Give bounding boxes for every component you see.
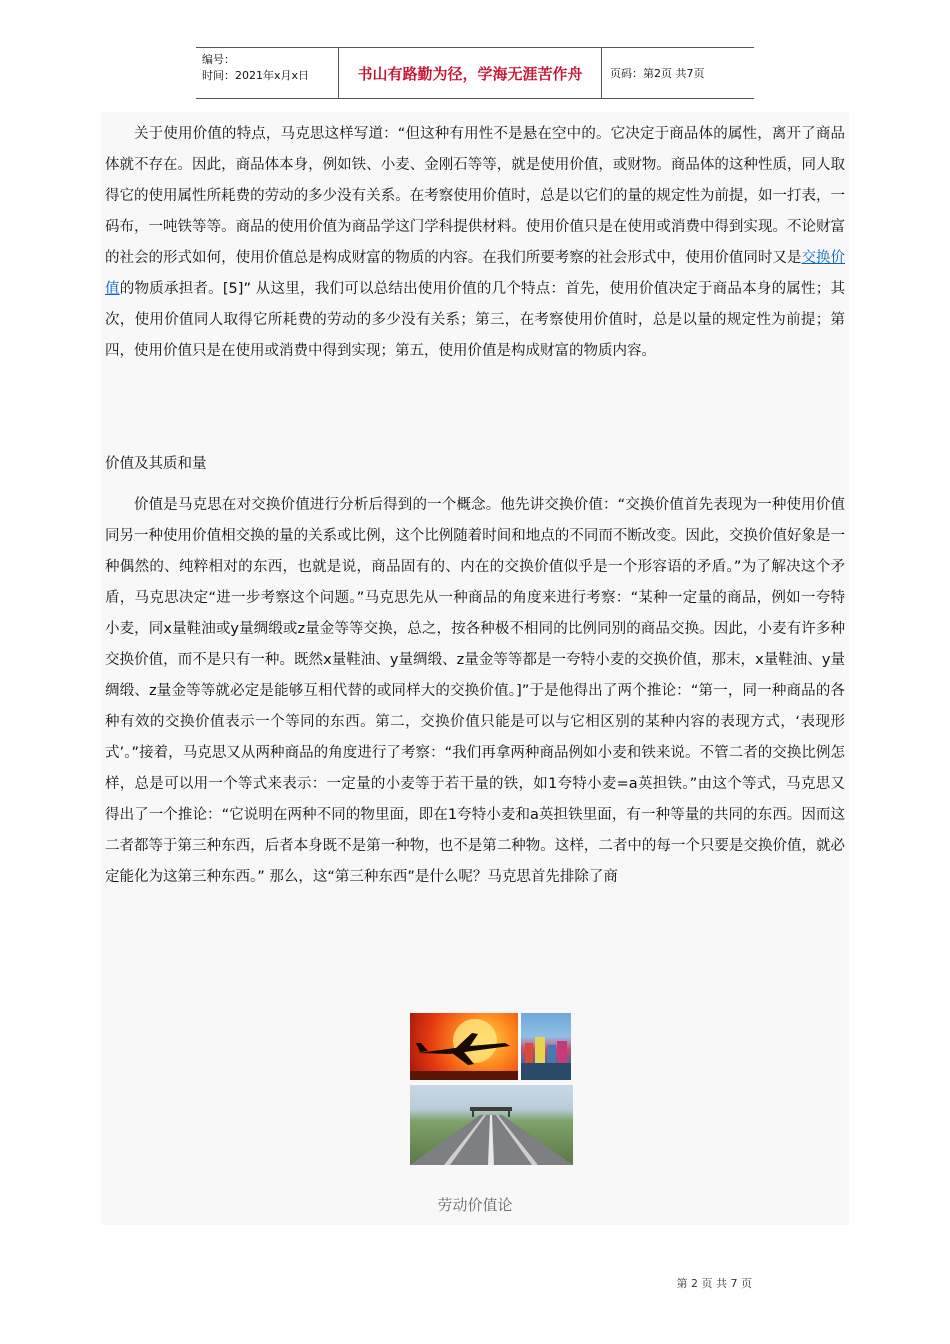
exchange-value-link[interactable]: 交换价值: [105, 250, 846, 297]
paragraph-1-text-a: 关于使用价值的特点，马克思这样写道：“但这种有用性不是悬在空中的。它决定于商品体的属性，离开了商品体就不存在。因此，商品体本身，例如铁、小麦、金刚石等等，就是使用价值，或财物。商品体的这种性质，同人取得它的使用属性所耗费的劳动的多少没有关系。在考察使用价值时，总是以它们的量的规定性为前提，如一打表，一码布，一吨铁等等。商品的使用价值为商品学这门学科提供材料。使用价值只是在使用或消费中得到实现。不论财富的社会的形式如何，使用价值总是构成财富的物质的内容。在我们所要考察的社会形式中，使用价值同时又是: [105, 126, 845, 266]
page-header: [196, 47, 754, 99]
header-number-label: 编号：: [202, 53, 235, 66]
harbor-image: [521, 1013, 571, 1080]
illustration-collage: [408, 1013, 573, 1169]
header-motto: 书山有路勤为径，学海无涯苦作舟: [339, 48, 602, 98]
content-block: [101, 112, 849, 1225]
airplane-image: [410, 1013, 518, 1080]
paragraph-value: 价值是马克思在对交换价值进行分析后得到的一个概念。他先讲交换价值：“交换价值首先表现为一种使用价值同另一种使用价值相交换的量的关系或比例，这个比例随着时间和地点的不同而不断改变。因此，交换价值好象是一种偶然的、纯粹相对的东西，也就是说，商品固有的、内在的交换价值似乎是一个形容语的矛盾。”为了解决这个矛盾，马克思决定“进一步考察这个问题。”马克思先从一种商品的角度来进行考察：“某种一定量的商品，例如一夸特小麦，同x量鞋油或y量绸缎或z量金等等交换，总之，按各种极不相同的比例同别的商品交换。因此，小麦有许多种交换价值，而不是只有一种。既然x量鞋油、y量绸缎、z量金等等都是一夸特小麦的交换价值，那末，x量鞋油、y量绸缎、z量金等等就必定是能够互相代替的或同样大的交换价值。]”于是他得出了两个推论：“第一，同一种商品的各种有效的交换价值表示一个等同的东西。第二，交换价值只能是可以与它相区别的某种内容的表现方式，‘表现形式’。”接着，马克思又从两种商品的角度进行了考察：“我们再拿两种商品例如小麦和铁来说。不管二者的交换比例怎样，总是可以用一个等式来表示：一定量的小麦等于若干量的铁，如1夸特小麦=a英担铁。”由这个等式，马克思又得出了一个推论：“它说明在两种不同的物里面，即在1夸特小麦和a英担铁里面，有一种等量的共同的东西。因而这二者都等于第三种东西，后者本身既不是第一种物，也不是第二种物。这样，二者中的每一个只要是交换价值，就必定能化为这第三种东西。” 那么，这“第三种东西”是什么呢？马克思首先排除了商: [105, 497, 845, 885]
page-footer: 第 2 页 共 7 页: [676, 1277, 752, 1290]
paragraph-use-value: [101, 119, 849, 367]
header-time-label: 时间：2021年x月x日: [202, 69, 310, 82]
header-page-code: 页码：第2页 共7页: [610, 67, 705, 80]
highway-image: [410, 1085, 573, 1165]
header-meta: [196, 48, 339, 98]
section-heading: 价值及其质和量: [105, 456, 207, 472]
paragraph-1-text-b: 的物质承担者。[5]” 从这里，我们可以总结出使用价值的几个特点：首先，使用价值决定于商品本身的属性；其次，使用价值同人取得它所耗费的劳动的多少没有关系；第三，在考察使用价值时，总是以量的规定性为前提；第四，使用价值只是在使用或消费中得到实现；第五，使用价值是构成财富的物质内容。: [105, 281, 846, 359]
image-caption: 劳动价值论: [437, 1196, 513, 1214]
